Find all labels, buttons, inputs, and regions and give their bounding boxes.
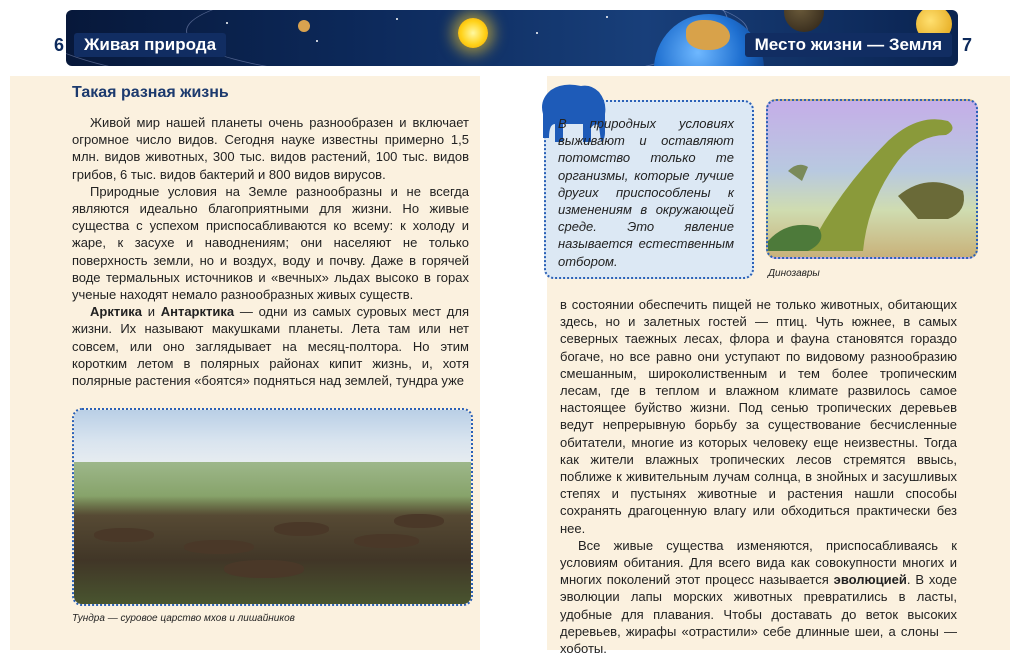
text-fragment: . В ходе эволюции лапы морских животных превратились в ласты, удобные для плавания. Чтобы доставать до веток высоких деревьев, жирафы «отрастили» себе длинные шеи, а слоны — хоботы. — [560, 572, 957, 657]
star — [536, 32, 538, 34]
reindeer — [224, 560, 304, 578]
star — [606, 16, 608, 18]
reindeer — [394, 514, 444, 528]
star — [226, 22, 228, 24]
text-fragment: Все живые существа изменяются, приспосабливаясь к условиям обитания. Для всего вида как совокупности многих и многих поколений этот процесс называется — [560, 537, 957, 588]
left-body-text — [72, 114, 469, 389]
right-body-text — [560, 296, 957, 657]
planet — [298, 20, 310, 32]
paragraph — [560, 537, 957, 657]
reindeer — [184, 540, 254, 554]
dinosaurs-illustration — [766, 99, 978, 259]
reindeer-herd — [74, 496, 471, 604]
star — [316, 40, 318, 42]
page-number-left: 6 — [54, 34, 65, 55]
paragraph — [72, 303, 469, 389]
dark-planet — [784, 10, 824, 32]
photo-caption: Тундра — суровое царство мхов и лишайников — [72, 613, 295, 624]
text-fragment: — одни из самых суровых мест для жизни. Их называют макушками планеты. Лета там или нет совсем, или оно заглядывает на месяц-полтора. Но этим коротким летом в полярных районах кипит жизнь, и, хотя полярные растения «боятся» подняться над землей, тундра уже — [72, 304, 469, 389]
section-title-right: Место жизни — Земля — [745, 33, 952, 57]
tundra-photo — [72, 408, 473, 606]
reindeer — [94, 528, 154, 542]
sun-image — [458, 18, 488, 48]
reindeer — [274, 522, 329, 536]
note-text: В природных условиях выживают и оставляют потомство только те организмы, которые лучше других приспособлены к изменениям в окружающей среде. Это явление называется естественным отбором. — [558, 116, 734, 269]
paragraph: Природные условия на Земле разнообразны и не всегда являются идеально благоприятными для жизни. Но живые существа с успехом приспосабливаются ко всему: к холоду и жаре, к засухе и наводнениям; они населяют не только поверхность земли, но и воздух, воду и почву. Даже в горячей воде термальных источников и «вечных» льдах высоко в горах ученые находят немало разнообразных живых существ. — [72, 183, 469, 303]
term-arctic: Арктика — [90, 304, 142, 320]
paragraph: Живой мир нашей планеты очень разнообразен и включает огромное число видов. Сегодня науке известны примерно 1,5 млн. видов животных, 300 тыс. видов растений, 100 тыс. видов грибов, 6 тыс. видов бактерий и 800 видов вирусов. — [72, 115, 469, 182]
page-number-right: 7 — [961, 34, 972, 55]
photo-sky — [74, 410, 471, 462]
continent-shape — [686, 20, 730, 50]
term-antarctic: Антарктика — [160, 304, 235, 320]
paragraph: в состоянии обеспечить пищей не только животных, обитающих здесь, но и залетных гостей — птиц. Чуть южнее, в самых северных таежных лесах, флора и фауна становятся гораздо богаче, но все равно они уступают по видовому разнообразию смешанным, широколиственным и тем более тропическим лесам, где в теплом и влажном климате развилось самое настоящее буйство жизни. Под сенью тропических деревьев ведут непрерывную борьбу за существование бесчисленные обитатели, многие из которых человеку еще неизвестны. Тогда как жители влажных тропических лесов стремятся ввысь, поближе к живительным лучам солнца, в знойных и засушливых степях и пустынях животные и растения нашли способы сохранять драгоценную влагу или обходиться практически без нее. — [560, 297, 957, 536]
header-right — [745, 32, 972, 58]
section-title-left: Живая природа — [74, 33, 226, 57]
dinosaur-shapes — [768, 101, 976, 257]
article-heading: Такая разная жизнь — [72, 84, 229, 101]
dinosaurs-caption: Динозавры — [768, 268, 820, 279]
header-left — [54, 32, 226, 58]
reindeer — [354, 534, 419, 548]
star — [396, 18, 398, 20]
text-fragment: и — [141, 304, 161, 320]
term-evolution: эволюцией — [833, 572, 907, 588]
